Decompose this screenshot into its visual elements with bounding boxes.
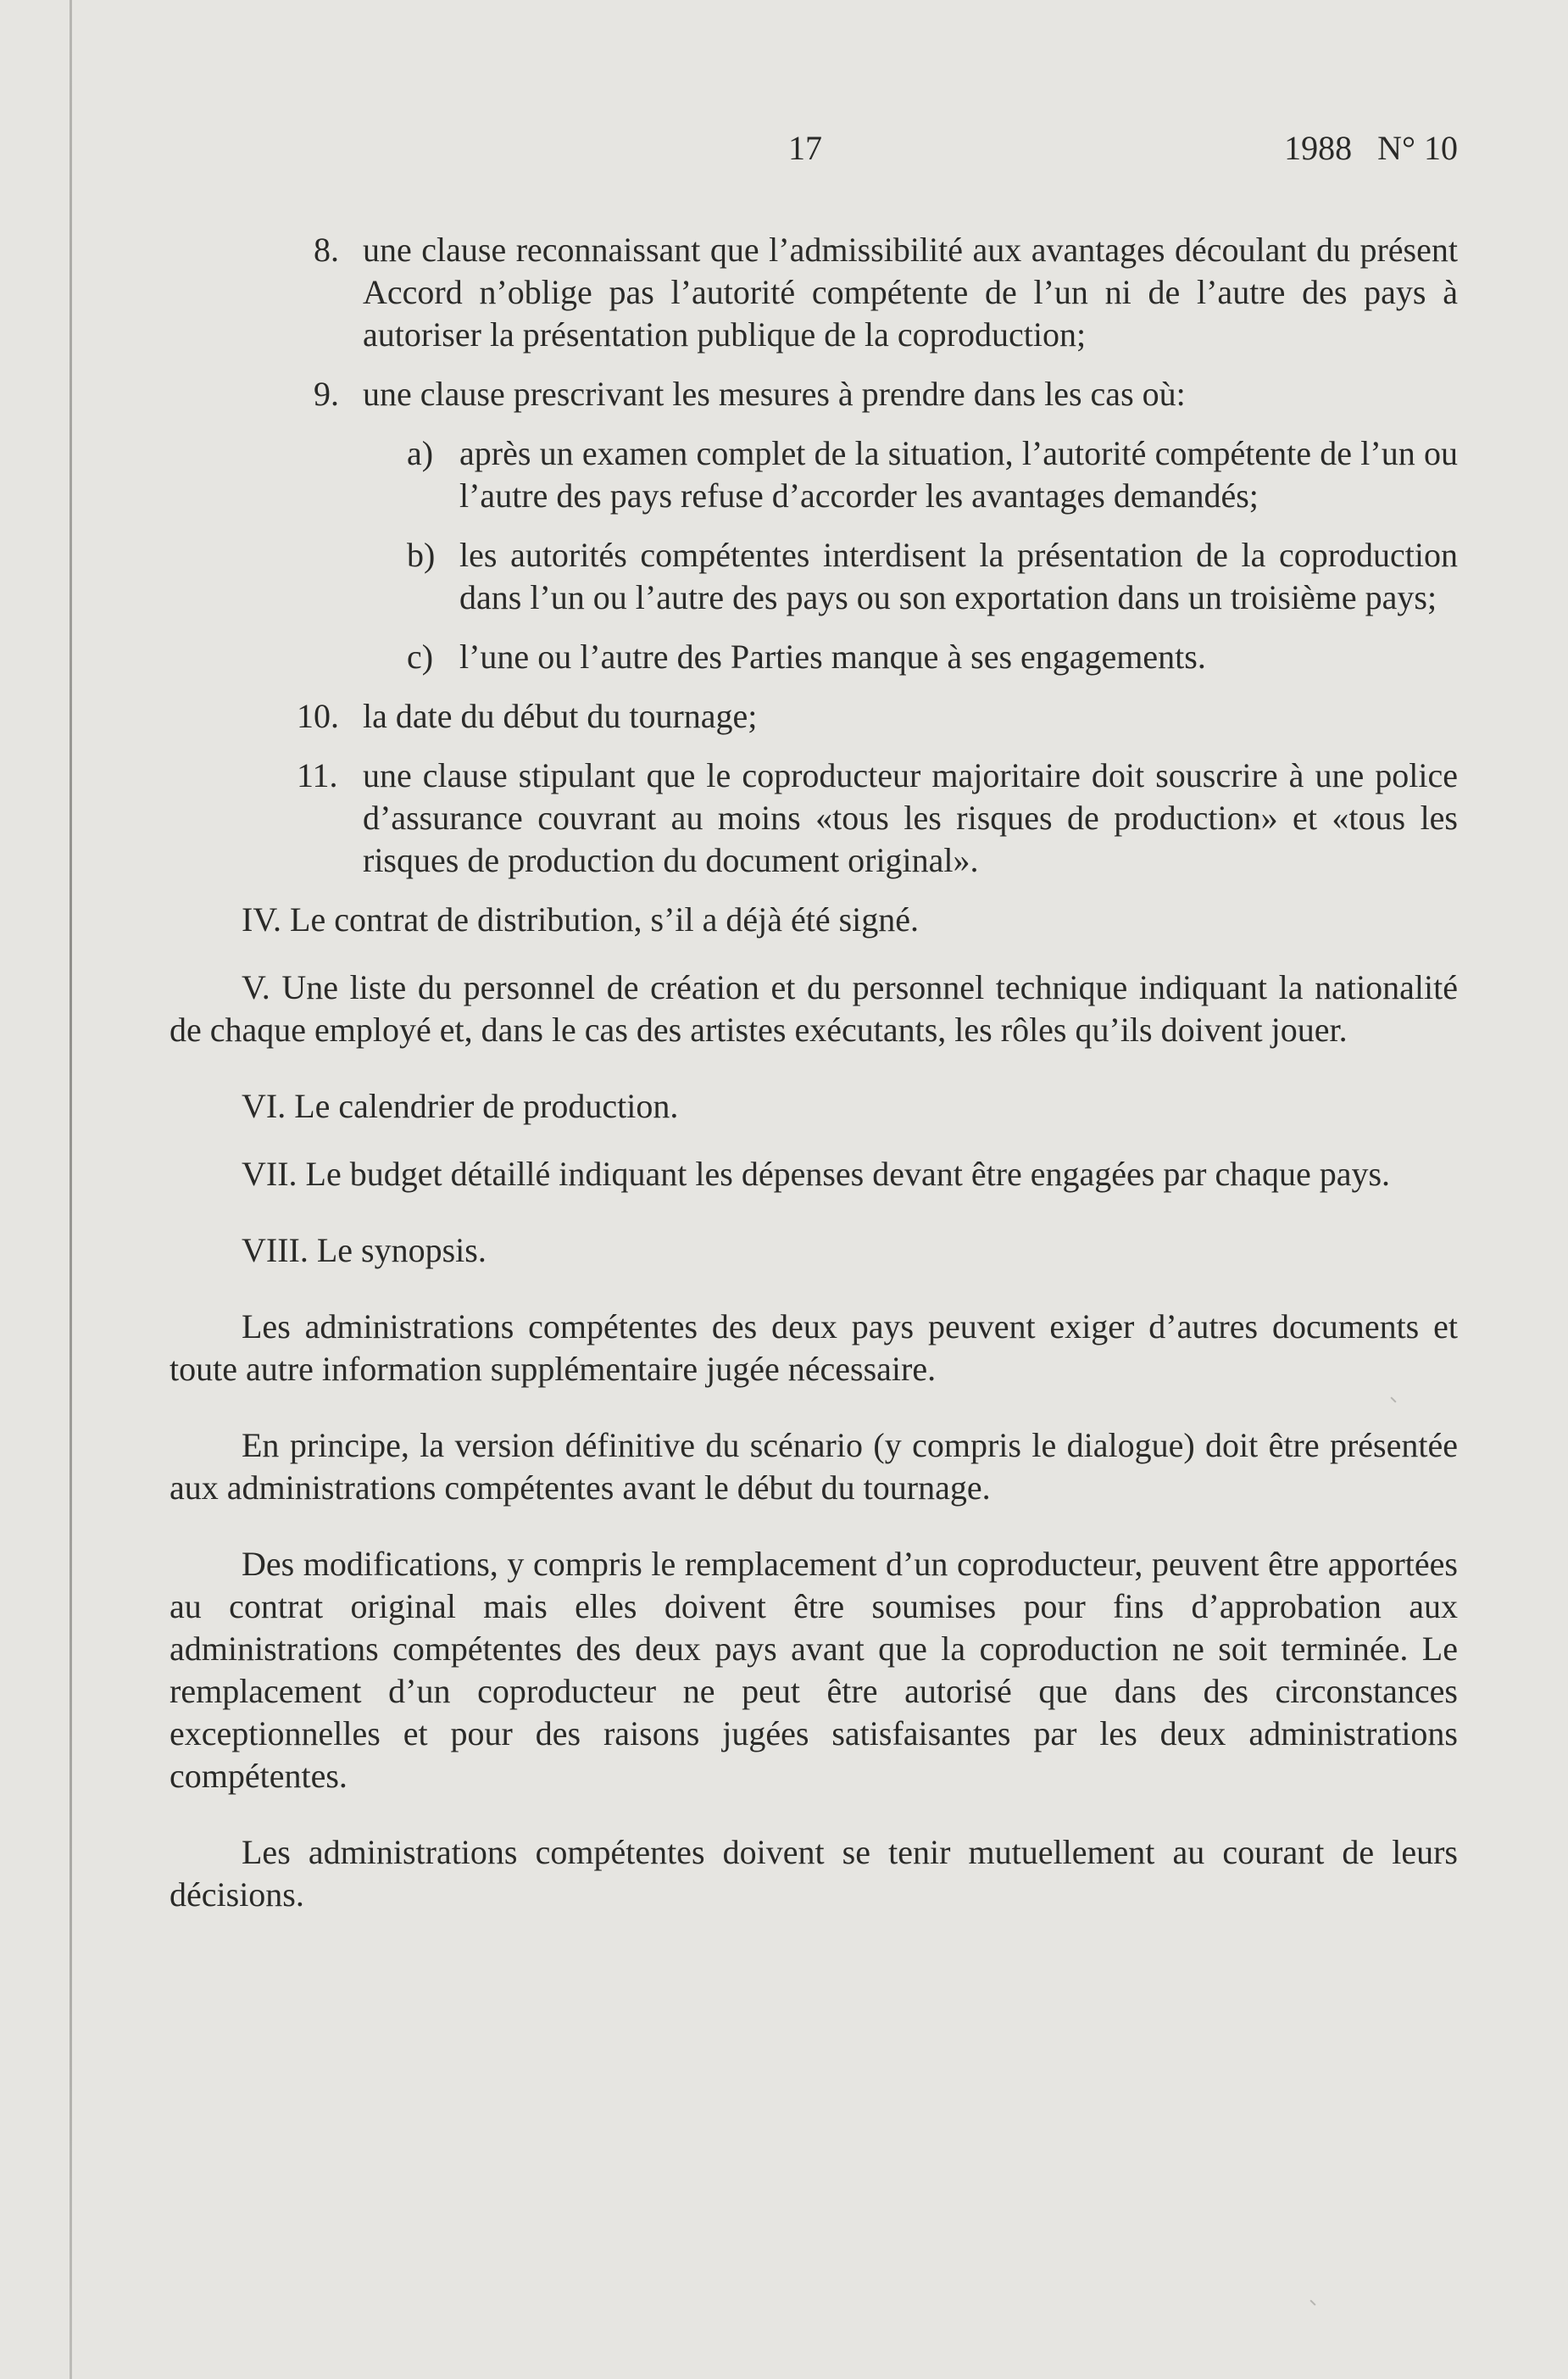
- sub-item-text: après un examen complet de la situation, l’autorité compétente de l’un ou l’autre des pays refuse d’accorder les avantages demandés;: [459, 434, 1458, 515]
- paragraph-vi: VI. Le calendrier de production.: [242, 1087, 679, 1125]
- sub-item-c: [407, 636, 1458, 678]
- paragraph-viii: VIII. Le synopsis.: [242, 1231, 487, 1269]
- paragraph-iv: IV. Le contrat de distribution, s’il a déjà été signé.: [242, 900, 920, 939]
- paragraph-final-script: En principe, la version définitive du scénario (y compris le dialogue) doit être présentée aux administrations compétentes avant le début du tournage.: [170, 1426, 1458, 1507]
- list-item-number: 10.: [297, 697, 339, 735]
- list-item-9: [314, 373, 1458, 415]
- document-page: [170, 127, 1458, 1950]
- sub-item-label: a): [407, 434, 434, 472]
- sub-item-label: b): [407, 536, 436, 574]
- list-item-text: une clause reconnaissant que l’admissibilité aux avantages découlant du présent Accord n’oblige pas l’autorité compétente de l’un ni de l’autre des pays à autoriser la présentation publique de la coproduction;: [363, 231, 1458, 354]
- page-header: [170, 127, 1458, 178]
- paragraph-other-documents: Les administrations compétentes des deux pays peuvent exiger d’autres documents et toute autre information supplémentaire jugée nécessaire.: [170, 1307, 1458, 1388]
- paragraph-decisions: Les administrations compétentes doivent se tenir mutuellement au courant de leurs décisions.: [170, 1833, 1458, 1914]
- page-number: 17: [788, 129, 822, 167]
- list-item-11: [297, 755, 1458, 882]
- stray-mark: [1309, 2299, 1315, 2305]
- paragraph-modifications: Des modifications, y compris le remplacement d’un coproducteur, peuvent être apportées au contrat original mais elles doivent être soumises pour fins d’approbation aux administrations compétentes des deux pays avant que la coproduction ne soit terminée. Le remplacement d’un coproducteur ne peut être autorisé que dans des circonstances exceptionnelles et pour des raisons jugées satisfaisantes par les deux administrations compétentes.: [170, 1545, 1458, 1795]
- list-item-text: la date du début du tournage;: [363, 697, 758, 735]
- list-item-number: 8.: [314, 231, 339, 269]
- binding-edge: [70, 0, 72, 2379]
- paragraph-vii: VII. Le budget détaillé indiquant les dépenses devant être engagées par chaque pays.: [242, 1155, 1391, 1193]
- sub-item-text: l’une ou l’autre des Parties manque à ses engagements.: [459, 638, 1206, 676]
- list-item-text: une clause stipulant que le coproducteur majoritaire doit souscrire à une police d’assurance couvrant au moins «tous les risques de production» et «tous les risques de production du document original».: [363, 756, 1458, 879]
- list-item-number: 11.: [297, 756, 338, 794]
- list-item-10: [297, 695, 1458, 738]
- list-item-text: une clause prescrivant les mesures à prendre dans les cas où:: [363, 375, 1186, 413]
- sub-item-b: [407, 534, 1458, 619]
- sub-item-a: [407, 432, 1458, 517]
- sub-item-label: c): [407, 638, 434, 676]
- list-item-8: [314, 229, 1458, 356]
- issue-reference: 1988 N° 10: [1284, 129, 1458, 167]
- list-item-number: 9.: [314, 375, 339, 413]
- sub-item-text: les autorités compétentes interdisent la présentation de la coproduction dans l’un ou l’autre des pays ou son exportation dans un troisième pays;: [459, 536, 1458, 616]
- paragraph-v: V. Une liste du personnel de création et du personnel technique indiquant la nationalité de chaque employé et, dans le cas des artistes exécutants, les rôles qu’ils doivent jouer.: [170, 968, 1458, 1049]
